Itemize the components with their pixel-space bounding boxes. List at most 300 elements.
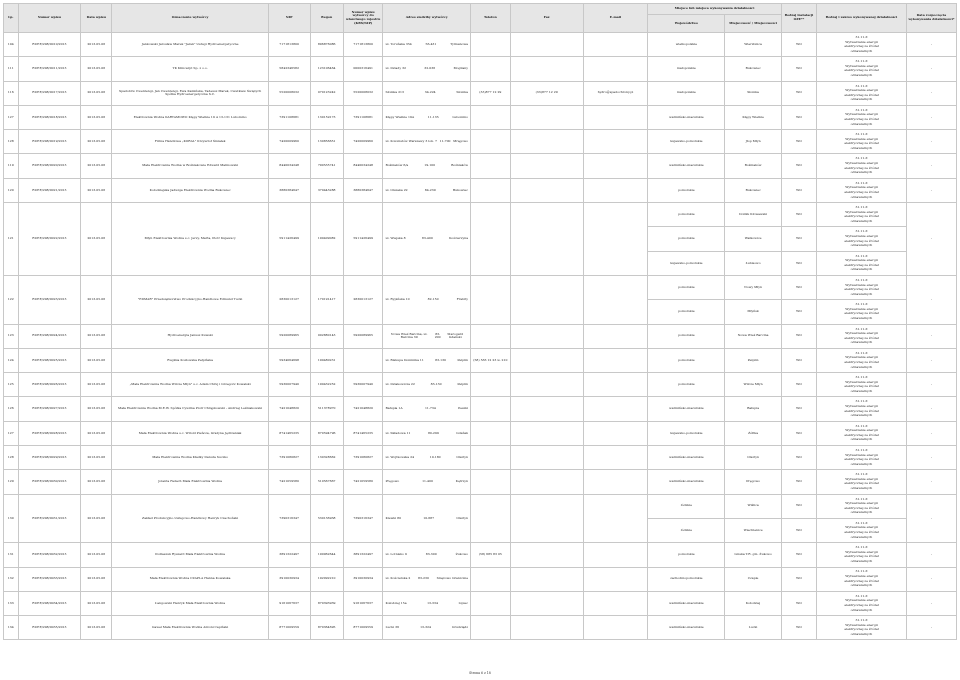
- address-parts: [383, 383, 470, 387]
- address-parts: [383, 480, 470, 484]
- address-parts: [383, 517, 470, 521]
- cell-nip: 3910030934: [268, 567, 310, 591]
- activity-line: elektrycznej ze źródeł: [844, 384, 879, 389]
- cell-data-rozpoczecia: -: [906, 494, 956, 543]
- activity-line: 31.11.Z: [855, 593, 868, 598]
- cell-data-rozpoczecia: -: [906, 154, 956, 178]
- cell-lp: 124: [4, 348, 19, 372]
- header-data-rozpoczecia: Data rozpoczęcia wykonywania działalności*: [906, 4, 956, 33]
- activity-line: 31.11.Z: [855, 496, 868, 501]
- header-rodzaj: Rodzaj i zakres wykonywanej działalności: [817, 4, 907, 33]
- cell-adres: [383, 275, 471, 324]
- activity-line: 31.11.Z: [855, 277, 868, 282]
- cell-email: [583, 567, 648, 591]
- activity-line: odnawialnych: [850, 437, 873, 442]
- address-postcode: 13-334: [427, 600, 438, 605]
- cell-miejscowosc: Wiechlenice: [725, 518, 781, 542]
- cell-regon: 192092210: [310, 567, 343, 591]
- activity-line: elektrycznej ze źródeł: [844, 117, 879, 122]
- address-parts: [383, 577, 470, 581]
- cell-numer-krs: 8771009559: [343, 616, 383, 640]
- activity-line: elektrycznej ze źródeł: [844, 287, 879, 292]
- cell-oznaczenie: Zakład Produkcyjno-Usługowo-Handlowy Henryk Czachoński: [112, 494, 268, 543]
- address-postcode: 82-150: [427, 296, 439, 301]
- cell-fax: [510, 421, 583, 445]
- address-parts: [383, 333, 470, 340]
- cell-rodzaj: [817, 567, 907, 591]
- cell-lp: 126: [4, 397, 19, 421]
- address-postcode: 10-687: [423, 515, 435, 520]
- activity-line: 31.11.Z: [855, 448, 868, 452]
- cell-data-rozpoczecia: -: [906, 421, 956, 445]
- cell-fax: [510, 348, 583, 372]
- header-miejscowosc: Miejscowość / Miejscowości: [725, 15, 781, 33]
- activity-line: Wytwarzanie energii: [845, 185, 878, 190]
- cell-lp: 123: [4, 324, 19, 348]
- activity-line: odnawialnych: [850, 316, 873, 320]
- cell-adres: [383, 348, 471, 372]
- cell-moc: WO: [781, 591, 816, 615]
- cell-oznaczenie: "EDMAR" Przedsiębiorstwo Produkcyjno-Handlowe Edmund Tucki: [112, 275, 268, 324]
- cell-email: [583, 275, 648, 324]
- activity-line: odnawialnych: [850, 388, 873, 393]
- address-parts: [383, 237, 470, 241]
- address-city: Żukowo: [455, 552, 469, 557]
- activity-line: Wytwarzanie energii: [845, 209, 878, 214]
- cell-numer-wpisu: RUEE/298/0026/2013: [18, 373, 81, 397]
- activity-line: elektrycznej ze źródeł: [844, 408, 879, 413]
- activity-line: Wytwarzanie energii: [845, 476, 878, 481]
- cell-moc: WO: [781, 518, 816, 542]
- activity-line: 31.11.Z: [855, 83, 868, 88]
- cell-wojewodztwo: warmińsko-mazurskie: [648, 154, 725, 178]
- cell-oznaczenie: Mała Elektrownia Wodna Kładky Danuta Suczko: [112, 446, 268, 470]
- cell-email: [583, 324, 648, 348]
- cell-numer-wpisu: RUEE/298/0021/2013: [18, 178, 81, 202]
- address-postcode: 83-400: [421, 236, 433, 241]
- cell-rodzaj: [817, 300, 907, 324]
- cell-numer-wpisu: RUEE/298/0022/2013: [18, 203, 81, 276]
- activity-line: odnawialnych: [850, 121, 873, 126]
- cell-wojewodztwo: pomorskie: [648, 203, 725, 227]
- address-street: ul. Wiejska 8: [385, 236, 406, 241]
- address-parts: [383, 189, 470, 193]
- cell-miejscowosc: Młyńsk: [725, 300, 781, 324]
- cell-nip: 5520008032: [268, 81, 310, 105]
- cell-data-rozpoczecia: -: [906, 130, 956, 154]
- address-postcode: 19-100: [424, 163, 436, 168]
- activity-line: Wytwarzanie energii: [845, 63, 878, 68]
- cell-oznaczenie: Jolanta Fadach Mała Elektrownia Wodna: [112, 470, 268, 494]
- activity-line: Wytwarzanie energii: [845, 501, 878, 506]
- cell-data-wpisu: 2013-05-06: [81, 591, 112, 615]
- address-parts: [383, 67, 470, 71]
- activity-line: elektrycznej ze źródeł: [844, 68, 879, 73]
- cell-telefon: [471, 616, 511, 640]
- cell-data-rozpoczecia: -: [906, 324, 956, 348]
- cell-adres: [383, 130, 471, 154]
- cell-wojewodztwo: warmińsko-mazurskie: [648, 446, 725, 470]
- address-parts: [383, 432, 470, 436]
- cell-nip: 7420009960: [268, 130, 310, 154]
- cell-numer-krs: 7171813800: [343, 33, 383, 57]
- activity-line: Wytwarzanie energii: [845, 39, 878, 44]
- cell-miejscowosc: Pelplin: [725, 348, 781, 372]
- cell-moc: WO: [781, 227, 816, 251]
- address-street: Bośniaków 6/a: [385, 163, 409, 168]
- cell-adres: [383, 591, 471, 615]
- activity-line: elektrycznej ze źródeł: [844, 505, 879, 510]
- cell-numer-krs: 3891322497: [343, 543, 383, 567]
- table-row: [4, 373, 957, 397]
- cell-data-rozpoczecia: -: [906, 470, 956, 494]
- cell-miejscowosc: Kłępy Wielkie: [725, 105, 781, 129]
- activity-line: odnawialnych: [850, 583, 873, 588]
- cell-fax: [510, 275, 583, 324]
- cell-telefon: [471, 421, 511, 445]
- activity-line: 31.11.Z: [855, 34, 868, 39]
- cell-numer-wpisu: RUEE/298/0031/2013: [18, 494, 81, 543]
- cell-numer-wpisu: RUEE/298/0032/2013: [18, 543, 81, 567]
- activity-line: elektrycznej ze źródeł: [844, 335, 879, 340]
- activity-line: 31.11.Z: [855, 326, 868, 331]
- address-city: Mogilany: [453, 66, 469, 71]
- cell-adres: [383, 470, 471, 494]
- activity-line: Wytwarzanie energii: [845, 452, 878, 457]
- cell-wojewodztwo: łódzkie: [648, 518, 725, 542]
- cell-nip: 9161067637: [268, 591, 310, 615]
- cell-data-wpisu: 2013-05-06: [81, 567, 112, 591]
- table-row: [4, 591, 957, 615]
- cell-email: [583, 591, 648, 615]
- cell-fax: [510, 154, 583, 178]
- cell-lp: 128: [4, 446, 19, 470]
- cell-rodzaj: [817, 81, 907, 105]
- cell-fax: [510, 178, 583, 202]
- cell-wojewodztwo: kujawsko-pomorskie: [648, 251, 725, 275]
- address-street: ul. Biskupa Dominika 11: [385, 357, 424, 362]
- address-city: Kościerzyna: [449, 236, 469, 241]
- cell-numer-krs: [343, 348, 383, 372]
- activity-line: 31.11.Z: [855, 545, 868, 550]
- cell-telefon: [471, 446, 511, 470]
- activity-line: odnawialnych: [850, 534, 873, 539]
- cell-data-rozpoczecia: -: [906, 591, 956, 615]
- activity-line: odnawialnych: [850, 413, 873, 418]
- cell-numer-wpisu: RUEE/298/0025/2013: [18, 348, 81, 372]
- cell-miejscowosc: Słomka: [725, 81, 781, 105]
- cell-fax: [510, 494, 583, 543]
- cell-adres: [383, 81, 471, 105]
- cell-email: [583, 470, 648, 494]
- cell-oznaczenie: Mała Elektrownia Wodna s.c. Witold Pieńcza, Grażyna Jędrzaniak: [112, 421, 268, 445]
- cell-fax: [510, 616, 583, 640]
- activity-line: 31.11.Z: [855, 375, 868, 380]
- address-postcode: 83-130: [430, 382, 442, 386]
- cell-rodzaj: [817, 57, 907, 81]
- activity-line: Wytwarzanie energii: [845, 549, 878, 554]
- header-regon: Regon: [310, 4, 343, 33]
- cell-rodzaj: [817, 178, 907, 202]
- activity-line: 31.11.Z: [855, 472, 868, 477]
- address-city: Bukowiec: [452, 187, 469, 192]
- cell-numer-wpisu: RUEE/298/0027/2013: [18, 397, 81, 421]
- cell-data-rozpoczecia: -: [906, 543, 956, 567]
- activity-line: odnawialnych: [850, 607, 873, 612]
- cell-rodzaj: [817, 518, 907, 542]
- activity-line: 31.11.Z: [855, 205, 868, 210]
- address-street: ul. Dziakowicza 22: [385, 382, 415, 386]
- cell-miejscowosc: Pręgowo: [725, 470, 781, 494]
- address-street: ul. Lotnisko 9: [385, 552, 407, 557]
- cell-lp: 128: [4, 130, 19, 154]
- cell-wojewodztwo: pomorskie: [648, 178, 725, 202]
- address-city: Kętrzyn: [455, 479, 469, 484]
- cell-wojewodztwo: warmińsko-mazurskie: [648, 616, 725, 640]
- cell-numer-krs: 5911426499: [343, 203, 383, 276]
- header-fax: Fax: [510, 4, 583, 33]
- cell-regon: 123106464: [310, 57, 343, 81]
- cell-oznaczenie: Firma Handlowa „KORAL" Krzysztof Śmiałek: [112, 130, 268, 154]
- address-street: ul. Toruńska 354: [385, 41, 412, 46]
- address-street: Pręgowo: [385, 479, 400, 484]
- cell-lp: 127: [4, 421, 19, 445]
- cell-numer-krs: 7391080827: [343, 446, 383, 470]
- address-street: ul. Kościerska 2: [385, 576, 411, 581]
- cell-wojewodztwo: zachodniopomorskie: [648, 567, 725, 591]
- activity-line: 31.11.Z: [855, 156, 868, 161]
- cell-nip: 7421059580: [268, 470, 310, 494]
- activity-line: 31.11.Z: [855, 229, 868, 234]
- cell-data-rozpoczecia: -: [906, 275, 956, 324]
- address-parts: [383, 43, 470, 47]
- activity-line: odnawialnych: [850, 218, 873, 223]
- cell-data-rozpoczecia: -: [906, 397, 956, 421]
- address-city: Grudziądz: [452, 624, 469, 629]
- cell-regon: 896876086: [310, 33, 343, 57]
- cell-lp: 121: [4, 203, 19, 276]
- cell-adres: [383, 105, 471, 129]
- address-city: Smętowo Graniczne: [436, 576, 469, 581]
- table-row: [4, 178, 957, 202]
- cell-data-wpisu: 2013-05-06: [81, 543, 112, 567]
- activity-line: Wytwarzanie energii: [845, 428, 878, 433]
- activity-line: elektrycznej ze źródeł: [844, 457, 879, 462]
- cell-adres: [383, 203, 471, 276]
- cell-email: [583, 348, 648, 372]
- cell-oznaczenie: Spadobrw Cwentengi, Jan Cwentengi, Ewa Kamińska, Tadeusz Marek, Cwetkiew Świętych Spółka Hydroenergetyczna S.C.: [112, 81, 268, 105]
- cell-adres: [383, 397, 471, 421]
- cell-lp: 133: [4, 591, 19, 615]
- cell-data-wpisu: 2013-05-06: [81, 421, 112, 445]
- cell-oznaczenie: Kołodziejska Jadwiga Elektrownia Wodna Bukowiec: [112, 178, 268, 202]
- activity-line: odnawialnych: [850, 73, 873, 78]
- cell-email: [583, 373, 648, 397]
- cell-fax: [510, 591, 583, 615]
- cell-wojewodztwo: kujawsko-pomorskie: [648, 421, 725, 445]
- cell-wojewodztwo: warmińsko-mazurskie: [648, 591, 725, 615]
- activity-line: Wytwarzanie energii: [845, 355, 878, 360]
- cell-regon: 130856651: [310, 130, 343, 154]
- cell-regon: 870393939: [310, 591, 343, 615]
- table-row: [4, 494, 957, 518]
- cell-wojewodztwo: pomorskie: [648, 373, 725, 397]
- cell-wojewodztwo: małopolskie: [648, 57, 725, 81]
- cell-rodzaj: [817, 105, 907, 129]
- cell-numer-wpisu: RUEE/298/0018/2013: [18, 105, 81, 129]
- cell-miejscowosc: Lucki: [725, 616, 781, 640]
- cell-data-wpisu: 2013-05-06: [81, 33, 112, 57]
- cell-miejscowosc: Bukowiec: [725, 178, 781, 202]
- cell-data-wpisu: 2013-05-06: [81, 203, 112, 276]
- cell-numer-krs: 8440034248: [343, 154, 383, 178]
- cell-moc: WO: [781, 567, 816, 591]
- activity-line: odnawialnych: [850, 631, 873, 636]
- cell-nip: 3891322497: [268, 543, 310, 567]
- address-parts: [383, 407, 470, 411]
- cell-wojewodztwo: warmińsko-mazurskie: [648, 470, 725, 494]
- address-postcode: 11-135: [427, 114, 439, 119]
- cell-regon: 790535741: [310, 154, 343, 178]
- activity-line: odnawialnych: [850, 145, 873, 150]
- cell-lp: 125: [4, 373, 19, 397]
- cell-miejscowosc: Dolnik Kłowawski: [725, 203, 781, 227]
- cell-email: [583, 397, 648, 421]
- cell-email: [583, 616, 648, 640]
- activity-line: Wytwarzanie energii: [845, 161, 878, 166]
- cell-rodzaj: [817, 421, 907, 445]
- cell-regon: 190480231: [310, 348, 343, 372]
- table-row: [4, 81, 957, 105]
- activity-line: elektrycznej ze źródeł: [844, 214, 879, 219]
- cell-wojewodztwo: pomorskie: [648, 227, 725, 251]
- cell-oznaczenie: Łangowski Henryk Mała Elektrownia Wodna: [112, 591, 268, 615]
- cell-numer-wpisu: RUEE/298/0024/2013: [18, 324, 81, 348]
- cell-regon: 002880143: [310, 324, 343, 348]
- header-data-wpisu: Data wpisu: [81, 4, 112, 33]
- address-postcode: 10-180: [429, 454, 441, 459]
- cell-data-wpisu: 2013-05-06: [81, 81, 112, 105]
- cell-miejscowosc: Łubisowo: [725, 251, 781, 275]
- cell-miejscowosc: Lniska T.R. gm. Żukowo: [725, 543, 781, 567]
- activity-line: Wytwarzanie energii: [845, 282, 878, 287]
- cell-telefon: [471, 324, 511, 348]
- cell-lp: 127: [4, 105, 19, 129]
- address-city: Starogard Gdański: [447, 331, 464, 340]
- cell-moc: WO: [781, 348, 816, 372]
- cell-nip: 5934064698: [268, 348, 310, 372]
- address-postcode: 11-734: [424, 406, 436, 411]
- cell-numer-wpisu: RUEE/298/0010/2013: [18, 33, 81, 57]
- cell-moc: WO: [781, 105, 816, 129]
- cell-data-rozpoczecia: -: [906, 446, 956, 470]
- cell-numer-wpisu: RUEE/298/0029/2013: [18, 446, 81, 470]
- cell-rodzaj: [817, 275, 907, 299]
- header-numer-wpisu: Numer wpisu: [18, 4, 81, 33]
- cell-email: [583, 154, 648, 178]
- cell-wojewodztwo: łódzkie: [648, 494, 725, 518]
- address-street: ul. Kolonistów Warszawy 3 lok. 7: [385, 139, 437, 144]
- cell-nip: 5920089965: [268, 324, 310, 348]
- cell-nip: 8771009559: [268, 616, 310, 640]
- cell-email: hydro@spadochrony.pl: [583, 81, 648, 105]
- cell-adres: [383, 494, 471, 543]
- cell-lp: 104: [4, 33, 19, 57]
- address-street: Bałupia 1A: [385, 406, 403, 411]
- address-city: Lipiec: [458, 600, 469, 605]
- cell-miejscowosc: Wierzbnica: [725, 33, 781, 57]
- activity-line: Wytwarzanie energii: [845, 88, 878, 93]
- address-street: ul. Wojtkowska 24: [385, 454, 415, 459]
- cell-numer-wpisu: RUEE/298/0017/2013: [18, 81, 81, 105]
- address-city: Gdańsk: [456, 430, 469, 435]
- cell-adres: [383, 543, 471, 567]
- activity-line: 31.11.Z: [855, 399, 868, 404]
- header-nip: NIP: [268, 4, 310, 33]
- cell-wojewodztwo: kujawsko-pomorskie: [648, 130, 725, 154]
- cell-data-wpisu: 2013-05-06: [81, 494, 112, 543]
- cell-adres: [383, 616, 471, 640]
- address-postcode: 56-431: [425, 41, 437, 46]
- header-wojewodztwo: Województwo: [648, 15, 725, 33]
- cell-regon: 190432252: [310, 373, 343, 397]
- activity-line: 31.11.Z: [855, 423, 868, 428]
- page-footer: Strona 6 z 18: [469, 671, 491, 675]
- cell-miejscowosc: Wilcze Młyn: [725, 373, 781, 397]
- cell-numer-krs: 7421059580: [343, 470, 383, 494]
- table-row: [4, 470, 957, 494]
- table-row: [4, 33, 957, 57]
- table-row: [4, 397, 957, 421]
- cell-nip: 7171813800: [268, 33, 310, 57]
- address-postcode: 83-130: [435, 357, 447, 362]
- cell-fax: [510, 203, 583, 276]
- cell-rodzaj: [817, 348, 907, 372]
- cell-wojewodztwo: pomorskie: [648, 300, 725, 324]
- address-city: Słomka: [456, 90, 469, 95]
- cell-regon: 130328662: [310, 446, 343, 470]
- cell-data-rozpoczecia: -: [906, 81, 956, 105]
- activity-line: Wytwarzanie energii: [845, 112, 878, 117]
- cell-numer-wpisu: RUEE/298/0034/2013: [18, 591, 81, 615]
- cell-fax: [510, 446, 583, 470]
- cell-data-wpisu: 2013-05-06: [81, 130, 112, 154]
- cell-nip: 7391080827: [268, 446, 310, 470]
- cell-telefon: [471, 591, 511, 615]
- activity-line: elektrycznej ze źródeł: [844, 530, 879, 535]
- cell-telefon: [471, 154, 511, 178]
- activity-line: Wytwarzanie energii: [845, 404, 878, 408]
- cell-nip: 3880384647: [268, 178, 310, 202]
- address-parts: [383, 91, 470, 95]
- table-header: [4, 4, 957, 33]
- activity-line: 31.11.Z: [855, 618, 868, 623]
- address-parts: [383, 140, 470, 144]
- cell-telefon: [471, 397, 511, 421]
- cell-telefon: [471, 105, 511, 129]
- cell-data-wpisu: 2013-05-06: [81, 616, 112, 640]
- cell-nip: 7391108681: [268, 105, 310, 129]
- cell-rodzaj: [817, 543, 907, 567]
- cell-lp: 111: [4, 57, 19, 81]
- address-city: Tylmanowa: [450, 41, 469, 46]
- activity-line: odnawialnych: [850, 267, 873, 272]
- table-row: [4, 105, 957, 129]
- cell-moc: WO: [781, 251, 816, 275]
- address-city: Peszki: [458, 406, 469, 411]
- activity-line: elektrycznej ze źródeł: [844, 262, 879, 267]
- cell-miejscowosc: Nowa Wieś Barcina: [725, 324, 781, 348]
